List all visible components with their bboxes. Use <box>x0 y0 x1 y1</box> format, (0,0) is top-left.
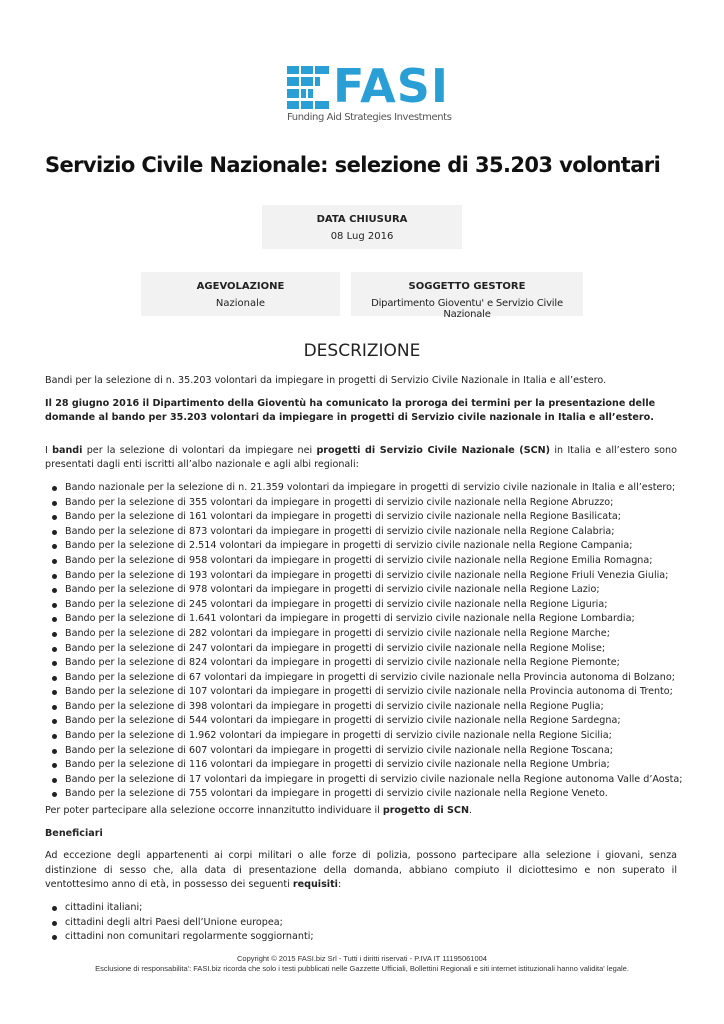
disclaimer-text: Esclusione di responsabilita': FASI.biz ricorda che solo i testi pubblicati nelle Gazzette Ufficiali, Bollettini Regionali e siti internet istituzionali hanno validita' legale. <box>95 964 629 973</box>
descrizione-body <box>45 374 683 947</box>
list-item: Bando per la selezione di 873 volontari da impiegare in progetti di servizio civile nazionale nella Regione Calabria; <box>45 525 677 540</box>
list-item: Bando per la selezione di 161 volontari da impiegare in progetti di servizio civile nazionale nella Regione Basilicata; <box>45 510 677 525</box>
list-item: Bando per la selezione di 282 volontari da impiegare in progetti di servizio civile nazionale nella Regione Marche; <box>45 627 677 642</box>
bandi-paragraph: I bandi per la selezione di volontari da impiegare nei progetti di Servizio Civile Nazionale (SCN) in Italia e all’estero sono presentati dagli enti iscritti all’albo nazionale e agli albi regionali: <box>45 444 677 471</box>
list-item: Bando per la selezione di 2.514 volontari da impiegare in progetti di servizio civile nazionale nella Regione Campania; <box>45 539 677 554</box>
list-item: Bando per la selezione di 607 volontari da impiegare in progetti di servizio civile nazionale nella Regione Toscana; <box>45 744 677 759</box>
list-item: Bando per la selezione di 824 volontari da impiegare in progetti di servizio civile nazionale nella Regione Piemonte; <box>45 656 677 671</box>
list-item: cittadini degli altri Paesi dell’Unione europea; <box>45 916 677 931</box>
requisiti-list <box>45 901 677 945</box>
agevolazione-label: AGEVOLAZIONE <box>196 281 285 292</box>
list-item: Bando per la selezione di 1.641 volontari da impiegare in progetti di servizio civile nazionale nella Regione Lombardia; <box>45 612 677 627</box>
agevolazione-value: Nazionale <box>215 298 266 309</box>
data-chiusura-box <box>262 205 462 249</box>
agevolazione-box <box>141 272 340 316</box>
progetto-scn-link[interactable]: progetto di SCN <box>382 805 469 817</box>
progetti-scn-link[interactable]: progetti di Servizio Civile Nazionale (SCN) <box>316 444 551 456</box>
list-item: Bando per la selezione di 1.962 volontari da impiegare in progetti di servizio civile nazionale nella Regione Sicilia; <box>45 729 677 744</box>
proroga-paragraph: Il 28 giugno 2016 il Dipartimento della Gioventù ha comunicato la proroga dei termini per la presentazione delle domande al bando per 35.203 volontari da impiegare in progetti di Servizio civile nazionale in Italia e all’estero. <box>45 397 656 424</box>
list-item: Bando per la selezione di 247 volontari da impiegare in progetti di servizio civile nazionale nella Regione Molise; <box>45 642 677 657</box>
logo-wordmark: FASI <box>333 59 449 113</box>
list-item: Bando per la selezione di 755 volontari da impiegare in progetti di servizio civile nazionale nella Regione Veneto. <box>45 787 677 802</box>
list-item: Bando per la selezione di 67 volontari da impiegare in progetti di servizio civile nazionale nella Provincia autonoma di Bolzano; <box>45 671 677 686</box>
beneficiari-heading: Beneficiari <box>45 827 103 839</box>
data-chiusura-label: DATA CHIUSURA <box>316 214 408 225</box>
data-chiusura-value: 08 Lug 2016 <box>330 231 394 242</box>
soggetto-gestore-box <box>351 272 583 320</box>
fasi-logo <box>287 59 452 128</box>
list-item: Bando per la selezione di 958 volontari da impiegare in progetti di servizio civile nazionale nella Regione Emilia Romagna; <box>45 554 677 569</box>
list-item: cittadini italiani; <box>45 901 677 916</box>
descrizione-heading: DESCRIZIONE <box>303 341 421 361</box>
page-footer <box>0 954 724 974</box>
list-item: Bando per la selezione di 398 volontari da impiegare in progetti di servizio civile nazionale nella Regione Puglia; <box>45 700 677 715</box>
bandi-link[interactable]: bandi <box>52 444 83 456</box>
list-item: Bando per la selezione di 17 volontari da impiegare in progetti di servizio civile nazionale nella Regione autonoma Valle d’Aosta; <box>45 773 677 788</box>
list-item: Bando per la selezione di 544 volontari da impiegare in progetti di servizio civile nazionale nella Regione Sardegna; <box>45 714 677 729</box>
requisiti-label: requisiti <box>292 879 338 891</box>
logo-grid-icon <box>287 66 331 110</box>
soggetto-gestore-label: SOGGETTO GESTORE <box>408 281 526 292</box>
list-item: Bando per la selezione di 116 volontari da impiegare in progetti di servizio civile nazionale nella Regione Umbria; <box>45 758 677 773</box>
list-item: Bando per la selezione di 107 volontari da impiegare in progetti di servizio civile nazionale nella Provincia autonoma di Trento; <box>45 685 677 700</box>
page-title: Servizio Civile Nazionale: selezione di 35.203 volontari <box>45 153 661 177</box>
logo-tagline: Funding Aid Strategies Investments <box>287 112 452 123</box>
bandi-list <box>45 481 683 802</box>
beneficiari-paragraph: Ad eccezione degli appartenenti ai corpi militari o alle forze di polizia, possono partecipare alla selezione i giovani, senza distinzione di sesso che, alla data di presentazione della domanda, abbiano compiuto il diciottesimo e non superato il ventottesimo anno di età, in possesso dei seguenti requisiti: <box>45 850 677 891</box>
list-item: Bando per la selezione di 193 volontari da impiegare in progetti di servizio civile nazionale nella Regione Friuli Venezia Giulia; <box>45 569 677 584</box>
list-item: Bando per la selezione di 245 volontari da impiegare in progetti di servizio civile nazionale nella Regione Liguria; <box>45 598 677 613</box>
list-item: Bando per la selezione di 355 volontari da impiegare in progetti di servizio civile nazionale nella Regione Abruzzo; <box>45 496 677 511</box>
list-item: cittadini non comunitari regolarmente soggiornanti; <box>45 930 677 945</box>
intro-paragraph: Bandi per la selezione di n. 35.203 volontari da impiegare in progetti di Servizio Civile Nazionale in Italia e all’estero. <box>45 375 607 386</box>
list-item: Bando nazionale per la selezione di n. 21.359 volontari da impiegare in progetti di servizio civile nazionale in Italia e all’estero; <box>45 481 677 496</box>
partecipare-paragraph: Per poter partecipare alla selezione occorre innanzitutto individuare il progetto di SCN. <box>45 805 473 817</box>
list-item: Bando per la selezione di 978 volontari da impiegare in progetti di servizio civile nazionale nella Regione Lazio; <box>45 583 677 598</box>
soggetto-gestore-value: Dipartimento Gioventu' e Servizio Civile Nazionale <box>371 298 563 320</box>
copyright-text: Copyright © 2015 FASI.biz Srl - Tutti i diritti riservati - P.IVA IT 11195061004 <box>237 954 487 963</box>
